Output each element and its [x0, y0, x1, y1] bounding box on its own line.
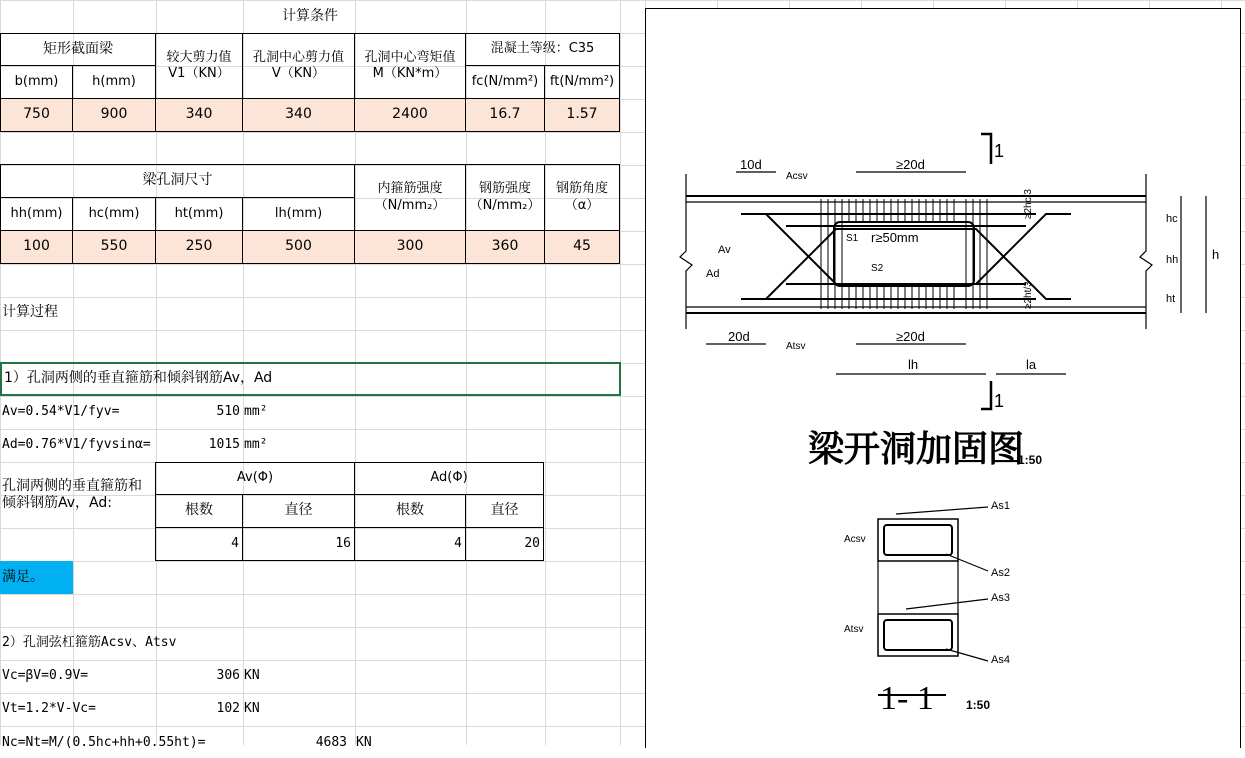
label-hc3: ≥2hc/3: [1023, 189, 1034, 219]
hc-header: hc(mm): [72, 197, 156, 231]
label-lh: lh: [908, 357, 919, 372]
label-10d: 10d: [740, 157, 762, 172]
ad-diameter-value[interactable]: 20: [465, 527, 544, 561]
value-rebar-angle[interactable]: 45: [544, 230, 620, 264]
label-asv-t: Atsv: [786, 341, 806, 352]
label-ad: Ad: [706, 268, 720, 280]
value-ht[interactable]: 250: [155, 230, 243, 264]
ht-header: ht(mm): [155, 197, 243, 231]
drawing-canvas: [646, 9, 1242, 749]
b-header: b(mm): [0, 65, 73, 99]
vt-unit: KN: [244, 701, 260, 717]
hh-header: hh(mm): [0, 197, 73, 231]
vt-formula: Vt=1.2*V-Vc=: [2, 701, 96, 717]
label-ht3: ≥2ht/3: [1023, 281, 1034, 309]
label-as3: As3: [991, 592, 1010, 604]
value-v1[interactable]: 340: [155, 98, 243, 132]
fc-header: fc(N/mm²): [465, 65, 545, 99]
value-b[interactable]: 750: [0, 98, 73, 132]
label-s1: S1: [846, 233, 859, 244]
section-title: 1- 1: [880, 680, 934, 717]
label-r50: r≥50mm: [871, 230, 919, 245]
label-h: h: [1212, 247, 1220, 262]
section-scale: 1:50: [966, 698, 991, 712]
v-header: 孔洞中心剪力值 V（KN）: [242, 33, 355, 99]
label-20d-top: ≥20d: [896, 157, 925, 172]
inner-stirrup-header: 内箍筋强度 （N/mm₂）: [354, 164, 466, 231]
av-count-value[interactable]: 4: [155, 527, 243, 561]
n-formula: Nc=Nt=M/(0.5hc+hh+0.55ht)=: [2, 734, 206, 750]
section-mark-top: 1: [994, 141, 1005, 161]
label-as2: As2: [991, 567, 1010, 579]
av-unit: mm²: [244, 404, 268, 420]
vc-value: 306: [216, 668, 240, 684]
ad-count-value[interactable]: 4: [354, 527, 466, 561]
drawing-title: 梁开洞加固图: [808, 429, 1025, 469]
label-la: la: [1026, 357, 1037, 372]
section1-title: 计算条件: [282, 7, 338, 24]
value-v[interactable]: 340: [242, 98, 355, 132]
value-hh[interactable]: 100: [0, 230, 73, 264]
rebar-angle-header: 钢筋角度 （α）: [544, 164, 620, 231]
av-phi-header: Av(Φ): [155, 462, 355, 495]
av-formula: Av=0.54*V1/fyv=: [2, 404, 120, 420]
av-value: 510: [216, 404, 240, 420]
ad-diameter-header: 直径: [465, 494, 544, 528]
av-count-header: 根数: [155, 494, 243, 528]
rebar-label: 孔洞两侧的垂直箍筋和 倾斜钢筋Av，Ad:: [2, 477, 142, 511]
value-ft[interactable]: 1.57: [544, 98, 620, 132]
value-m[interactable]: 2400: [354, 98, 466, 132]
section-mark-bottom: 1: [994, 391, 1005, 411]
sec-label-asv-t: Atsv: [844, 624, 864, 635]
label-as1: As1: [991, 500, 1010, 512]
ft-header: ft(N/mm²): [544, 65, 620, 99]
ad-phi-header: Ad(Φ): [354, 462, 544, 495]
concrete-grade: 混凝土等级：C35: [465, 33, 620, 66]
av-diameter-value[interactable]: 16: [242, 527, 355, 561]
sec-label-asv-c: Acsv: [844, 534, 866, 545]
label-hc: hc: [1166, 213, 1178, 225]
rect-beam-header: 矩形截面梁: [0, 33, 156, 66]
ad-unit: mm²: [244, 437, 268, 453]
steel-strength-header: 钢筋强度 （N/mm₂）: [465, 164, 545, 231]
label-20d-bottom: ≥20d: [896, 329, 925, 344]
section2-title: 梁孔洞尺寸: [0, 164, 355, 198]
label-20d-left: 20d: [728, 329, 750, 344]
label-av: Av: [718, 244, 731, 256]
process-title: 计算过程: [2, 303, 58, 320]
n-value: 4683: [315, 734, 347, 750]
n-unit: KN: [356, 734, 372, 750]
v1-header: 较大剪力值 V1（KN）: [155, 33, 243, 99]
step1-cell[interactable]: 1）孔洞两侧的垂直箍筋和倾斜钢筋Av，Ad: [0, 362, 621, 396]
label-hh: hh: [1166, 254, 1179, 266]
value-fc[interactable]: 16.7: [465, 98, 545, 132]
drawing-title-scale: 1:50: [1018, 453, 1043, 467]
h-header: h(mm): [72, 65, 156, 99]
ad-count-header: 根数: [354, 494, 466, 528]
label-asv-c: Acsv: [786, 171, 808, 182]
step2-cell: 2）孔洞弦杠箍筋Acsv、Atsv: [2, 635, 177, 651]
vc-unit: KN: [244, 668, 260, 684]
value-lh[interactable]: 500: [242, 230, 355, 264]
value-inner-stirrup[interactable]: 300: [354, 230, 466, 264]
lh-header: lh(mm): [242, 197, 355, 231]
vt-value: 102: [216, 701, 240, 717]
label-ht: ht: [1166, 293, 1176, 305]
label-s2: S2: [871, 263, 884, 274]
av-diameter-header: 直径: [242, 494, 355, 528]
vc-formula: Vc=βV=0.9V=: [2, 668, 89, 684]
value-hc[interactable]: 550: [72, 230, 156, 264]
ok-status: 满足。: [0, 561, 73, 594]
value-h[interactable]: 900: [72, 98, 156, 132]
ad-formula: Ad=0.76*V1/fyvsinα=: [2, 437, 151, 453]
label-as4: As4: [991, 654, 1010, 666]
reinforcement-drawing[interactable]: [645, 8, 1241, 748]
ad-value: 1015: [208, 437, 240, 453]
m-header: 孔洞中心弯矩值 M（KN*m）: [354, 33, 466, 99]
value-steel-strength[interactable]: 360: [465, 230, 545, 264]
